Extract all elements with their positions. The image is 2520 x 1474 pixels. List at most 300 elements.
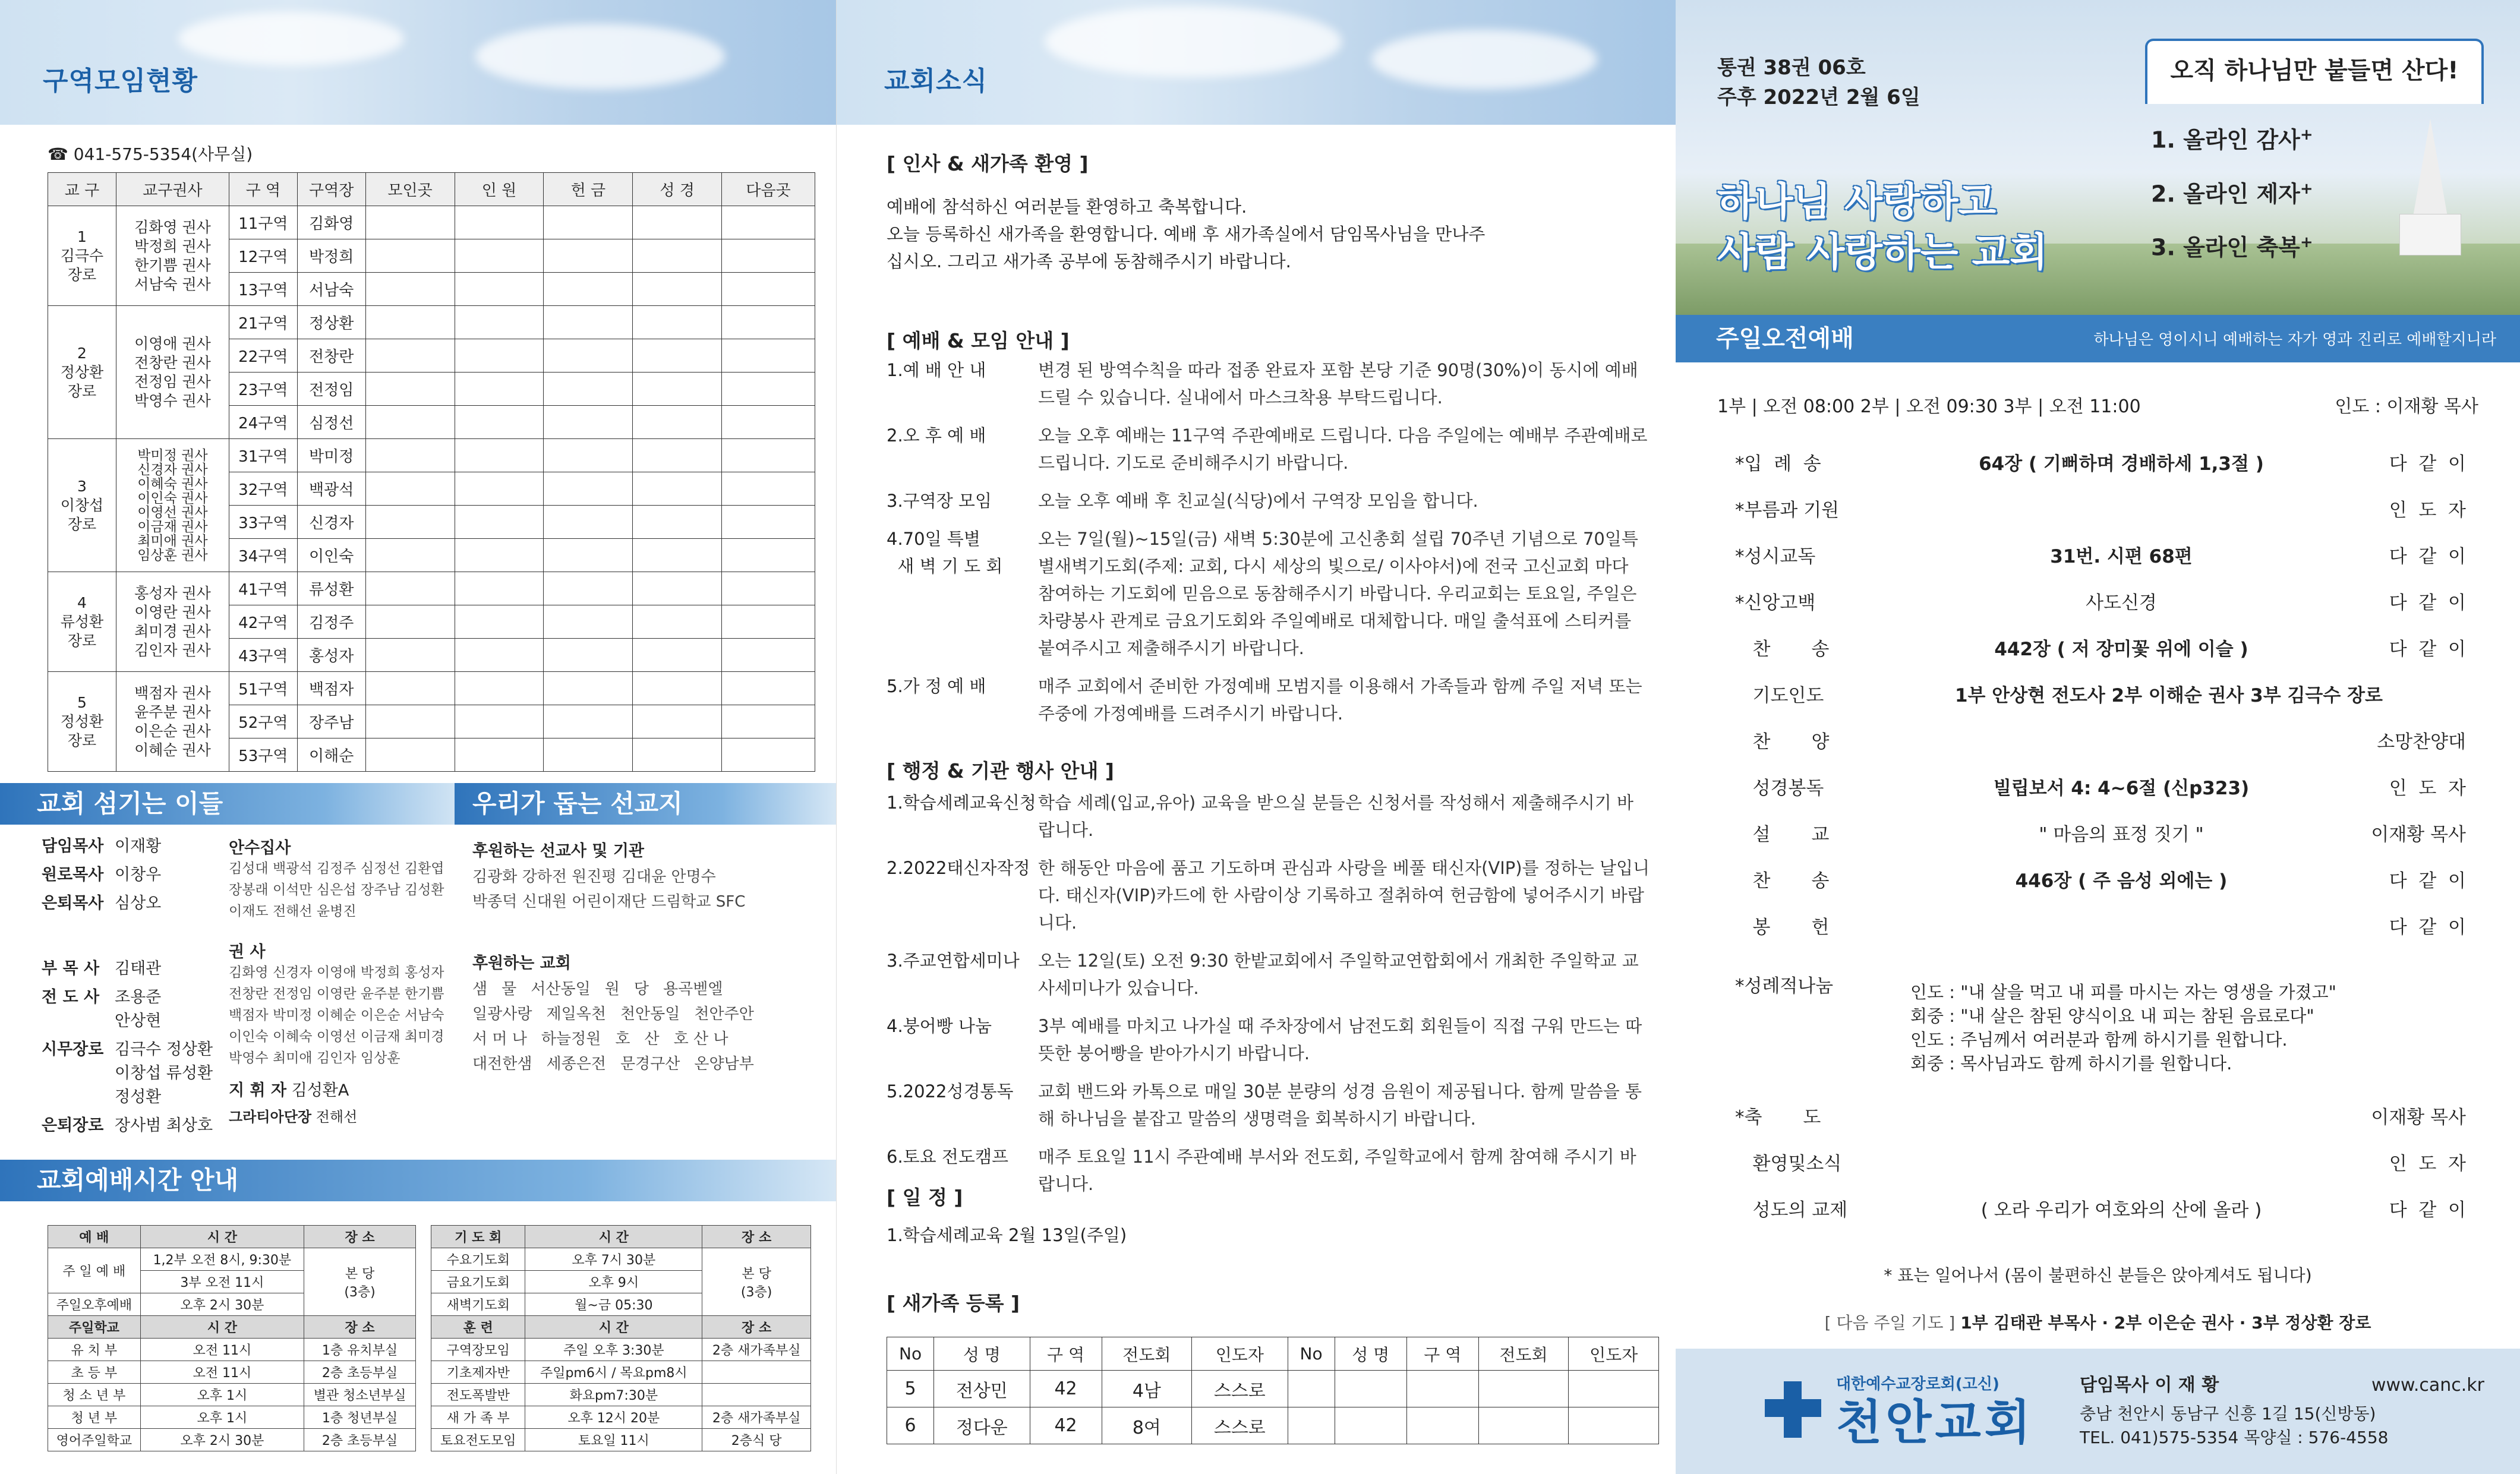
serve-item xyxy=(42,1038,238,1109)
schedule-item: 1.학습세례교육 2월 13일(주일) xyxy=(887,1225,1127,1245)
motto-line2: 사람 사랑하는 교회 xyxy=(1717,229,2048,275)
district-leader: 심정선 xyxy=(297,406,365,439)
district-blank-cell xyxy=(365,239,455,273)
district-blank-cell xyxy=(455,239,544,273)
order-person: 이재황 목사 xyxy=(2371,824,2466,845)
district-blank-cell xyxy=(633,672,722,705)
slogan-text: 1. 올라인 감사 xyxy=(2151,127,2300,153)
website[interactable]: www.canc.kr xyxy=(2371,1375,2484,1396)
parish-members: 이영애 권사 전창란 권사 전정임 권사 박영수 권사 xyxy=(116,306,229,439)
district-number: 31구역 xyxy=(229,439,297,472)
order-content: 442장 ( 저 장미꽃 위에 이슬 ) xyxy=(1994,639,2248,660)
worship-cell: 오후 2시 30분 xyxy=(140,1429,304,1451)
service-times: 1부 | 오전 08:00 2부 | 오전 09:30 3부 | 오전 11:00 xyxy=(1717,396,2141,417)
worship-cell: 오전 11시 xyxy=(140,1361,304,1384)
worship-title: 교회예배시간 안내 xyxy=(0,1160,836,1201)
district-row xyxy=(48,672,815,705)
worship-cell: 기초제자반 xyxy=(431,1361,525,1384)
order-person: 이재황 목사 xyxy=(2371,1107,2466,1128)
worship-header: 주일학교 xyxy=(48,1316,141,1339)
district-header: 교 구 xyxy=(48,173,116,206)
district-row xyxy=(48,306,815,339)
district-leader: 전창란 xyxy=(297,339,365,373)
telephone: TEL. 041)575-5354 목양실 : 576-4558 xyxy=(2080,1428,2389,1447)
worship-cell: 별관 청소년부실 xyxy=(304,1384,416,1406)
communion-line: 회중 : "내 살은 참된 양식이요 내 피는 참된 음료로다" xyxy=(1910,1006,2314,1026)
worship-header: 기 도 회 xyxy=(431,1226,525,1248)
worship-cell: 주 일 예 배 xyxy=(48,1248,141,1293)
gratia-name: 전해선 xyxy=(316,1109,358,1125)
newfamily-cell xyxy=(1478,1371,1569,1407)
notice-item xyxy=(887,947,1659,1002)
newfamily-cell xyxy=(1406,1407,1478,1444)
district-blank-cell xyxy=(544,738,633,772)
parish-elder: 4 류성환 장로 xyxy=(48,572,116,672)
district-blank-cell xyxy=(544,539,633,572)
order-row xyxy=(1735,1102,2466,1144)
communion-text xyxy=(1910,980,2445,1075)
standing-note: * 표는 일어나서 (몸이 불편하신 분들은 앉아계셔도 됩니다) xyxy=(1884,1265,2312,1285)
notice-body: 한 해동안 마음에 품고 기도하며 관심과 사랑을 베풀 태신자(VIP)를 정하는 날입니다. 태신자(VIP)카드에 한 사람이상 기록하고 절취하여 헌금함에 넣어주시기 바랍니다. xyxy=(1038,858,1650,933)
church-row xyxy=(472,1027,829,1052)
church-row xyxy=(472,1052,829,1077)
serve-item xyxy=(42,863,238,887)
worship-header: 시 간 xyxy=(525,1226,702,1248)
newfamily-head xyxy=(887,1337,1659,1371)
address: 충남 천안시 동남구 신흥 1길 15(신방동) xyxy=(2080,1404,2376,1424)
serve-title: 교회 섬기는 이들 xyxy=(0,783,463,825)
district-leader: 류성환 xyxy=(297,572,365,605)
parish-members: 백점자 권사 윤주분 권사 이은순 권사 이혜순 권사 xyxy=(116,672,229,772)
newfamily-header: 성 명 xyxy=(934,1337,1030,1371)
church-name-item: 산 xyxy=(644,1030,660,1048)
district-blank-cell xyxy=(722,672,815,705)
district-blank-cell xyxy=(455,572,544,605)
order-person: 인 도 자 xyxy=(2389,778,2466,799)
worship-cell: 오후 9시 xyxy=(525,1271,702,1293)
order-row xyxy=(1735,634,2466,676)
worship-table-left xyxy=(48,1225,416,1451)
worship-cell: 3부 오전 11시 xyxy=(140,1271,304,1293)
header-sky-2 xyxy=(837,0,1676,125)
notice-item xyxy=(887,487,1659,515)
order-item: 성경봉독 xyxy=(1735,778,1824,799)
parish-elder: 1 김극수 장로 xyxy=(48,206,116,306)
church-name-item: 물 xyxy=(502,980,517,998)
district-blank-cell xyxy=(722,273,815,306)
worship-cell: 새 가 족 부 xyxy=(431,1406,525,1429)
worship-row xyxy=(431,1429,811,1451)
notice-item xyxy=(887,525,1659,662)
worship-row xyxy=(431,1248,811,1271)
order-item: *성시교독 xyxy=(1735,546,1816,567)
order-person: 다 같 이 xyxy=(2389,870,2466,892)
notice-label: 4.70일 특별 새 벽 기 도 회 xyxy=(887,529,1003,576)
district-blank-cell xyxy=(633,705,722,738)
district-blank-cell xyxy=(544,572,633,605)
newfamily-row xyxy=(887,1371,1659,1407)
conductor-name: 김성환A xyxy=(291,1081,349,1100)
district-blank-cell xyxy=(365,206,455,239)
notice-item xyxy=(887,1143,1659,1198)
district-blank-cell xyxy=(455,373,544,406)
serve-item xyxy=(42,1114,238,1138)
newfamily-cell xyxy=(1288,1371,1335,1407)
serve-names: 김태관 xyxy=(115,959,162,978)
worship-cell: 금요기도회 xyxy=(431,1271,525,1293)
service-title: 주일오전예배 xyxy=(1716,325,1854,352)
district-blank-cell xyxy=(544,506,633,539)
district-header: 인 원 xyxy=(455,173,544,206)
worship-row xyxy=(431,1361,811,1384)
district-number: 33구역 xyxy=(229,506,297,539)
district-leader: 신경자 xyxy=(297,506,365,539)
greeting-line: 오늘 등록하신 새가족을 환영합니다. 예배 후 새가족실에서 담임목사님을 만나주 xyxy=(887,224,1485,244)
district-blank-cell xyxy=(544,206,633,239)
slogan-item xyxy=(2151,120,2389,155)
communion-line: 인도 : "내 살을 먹고 내 피를 마시는 자는 영생을 가졌고" xyxy=(1910,982,2336,1002)
newfamily-row xyxy=(887,1407,1659,1444)
order-person: 다 같 이 xyxy=(2389,639,2466,660)
order-item: *축 도 xyxy=(1735,1107,1821,1128)
district-blank-cell xyxy=(722,572,815,605)
worship-cell: 주일오후예배 xyxy=(48,1293,141,1316)
worship-cell: 2층 새가족부실 xyxy=(702,1406,811,1429)
district-blank-cell xyxy=(722,605,815,639)
district-blank-cell xyxy=(633,639,722,672)
worship-cell: 영어주일학교 xyxy=(48,1429,141,1451)
plus-icon: + xyxy=(2300,233,2313,252)
worship-cell: 오후 7시 30분 xyxy=(525,1248,702,1271)
district-blank-cell xyxy=(633,206,722,239)
serve-role: 원로목사 xyxy=(42,866,104,884)
newfamily-cell: 스스로 xyxy=(1192,1371,1288,1407)
district-leader: 김화영 xyxy=(297,206,365,239)
district-leader: 서남숙 xyxy=(297,273,365,306)
serve-item xyxy=(42,892,238,916)
district-blank-cell xyxy=(722,373,815,406)
panel-news xyxy=(836,0,1676,1474)
notice-item xyxy=(887,356,1659,411)
pastor-name: 담임목사 이 재 황 xyxy=(2080,1375,2219,1396)
worship-row xyxy=(48,1384,416,1406)
worship-cell: 청 소 년 부 xyxy=(48,1384,141,1406)
newfamily-cell xyxy=(1335,1371,1406,1407)
district-number: 11구역 xyxy=(229,206,297,239)
district-blank-cell xyxy=(633,539,722,572)
district-title: 구역모임현황 xyxy=(43,66,198,96)
sec-schedule: [ 일 정 ] xyxy=(887,1186,963,1209)
worship-cell: 주일 오후 3:30분 xyxy=(525,1339,702,1361)
order-content: 빌립보서 4: 4~6절 (신p323) xyxy=(1993,778,2250,799)
serve-list xyxy=(42,835,238,1142)
slogan-list xyxy=(2151,113,2389,282)
church-name-item: 제일옥천 xyxy=(546,1005,606,1023)
district-row xyxy=(48,206,815,239)
serve-names: 조용준 안상현 xyxy=(115,988,162,1030)
order-row xyxy=(1735,727,2466,768)
parish-elder: 2 정상환 장로 xyxy=(48,306,116,439)
worship-row xyxy=(48,1429,416,1451)
sec-worship: [ 예배 & 모임 안내 ] xyxy=(887,329,1070,352)
greeting-body xyxy=(887,193,1659,275)
ansu-list: 김성대 백광석 김정주 심정선 김환엽 장봉래 이석만 심은섭 장주남 김성환 이재도 전해선 윤병진 xyxy=(229,861,444,919)
district-blank-cell xyxy=(544,406,633,439)
district-blank-cell xyxy=(544,306,633,339)
church-logo-icon xyxy=(1765,1381,1821,1438)
district-header: 구 역 xyxy=(229,173,297,206)
district-blank-cell xyxy=(633,439,722,472)
conductor-label: 지 휘 자 xyxy=(229,1081,287,1100)
church-name-item: 호 산 나 xyxy=(673,1030,728,1048)
slogan-title: 오직 하나님만 붙들면 산다! xyxy=(2145,39,2484,104)
district-blank-cell xyxy=(544,239,633,273)
order-item: 찬 송 xyxy=(1735,639,1830,660)
order-item: 환영및소식 xyxy=(1735,1153,1842,1175)
notice-label: 5.2022성경통독 xyxy=(887,1081,1014,1101)
newfamily-cell xyxy=(1335,1407,1406,1444)
district-blank-cell xyxy=(365,639,455,672)
church-name-item: 용곡벧엘 xyxy=(663,980,723,998)
district-blank-cell xyxy=(722,206,815,239)
serve-names: 이창우 xyxy=(115,866,162,884)
notice-label: 6.토요 전도캠프 xyxy=(887,1147,1008,1167)
district-number: 23구역 xyxy=(229,373,297,406)
district-blank-cell xyxy=(544,639,633,672)
church-name-item: 원 xyxy=(604,980,620,998)
district-blank-cell xyxy=(722,539,815,572)
newfamily-header: 성 명 xyxy=(1335,1337,1406,1371)
order-row xyxy=(1735,495,2466,536)
notice-label: 5.가 정 예 배 xyxy=(887,676,986,696)
district-blank-cell xyxy=(633,605,722,639)
worship-head-row xyxy=(48,1226,416,1248)
church-name-item: 샘 xyxy=(472,980,488,998)
newfamily-header: 구 역 xyxy=(1030,1337,1102,1371)
volume: 통권 38권 06호 xyxy=(1717,56,1866,80)
district-blank-cell xyxy=(455,406,544,439)
worship-cell: 유 치 부 xyxy=(48,1339,141,1361)
district-leader: 박정희 xyxy=(297,239,365,273)
district-blank-cell xyxy=(544,705,633,738)
worship-table-right xyxy=(431,1225,811,1451)
serve-item xyxy=(42,986,238,1033)
worship-cell: 본 당 (3층) xyxy=(304,1248,416,1316)
worship-cell: 오후 1시 xyxy=(140,1406,304,1429)
serve-role: 담임목사 xyxy=(42,837,104,856)
notice-body: 매주 교회에서 준비한 가정예배 모범지를 이용해서 가족들과 함께 주일 저녁 또는 주중에 가정예배를 드려주시기 바랍니다. xyxy=(1038,676,1642,724)
district-blank-cell xyxy=(455,605,544,639)
worship-cell: 화요pm7:30분 xyxy=(525,1384,702,1406)
order-person: 소망찬양대 xyxy=(2377,731,2466,753)
order-content: 64장 ( 기뻐하며 경배하세 1,3절 ) xyxy=(1979,453,2264,475)
worship-cell: 오후 1시 xyxy=(140,1384,304,1406)
district-blank-cell xyxy=(722,239,815,273)
notice-body: 매주 토요일 11시 주관예배 부서와 전도회, 주일학교에서 함께 참여해 주시기 바랍니다. xyxy=(1038,1147,1636,1194)
ansu-label: 안수집사 xyxy=(229,839,291,857)
newfamily-header: 전도회 xyxy=(1478,1337,1569,1371)
order-item: 기도인도 xyxy=(1735,685,1824,706)
notice-label: 1.학습세례교육신청 xyxy=(887,793,1036,813)
worship-cell: 오전 11시 xyxy=(140,1339,304,1361)
worship-header: 시 간 xyxy=(525,1316,702,1339)
district-number: 41구역 xyxy=(229,572,297,605)
service-band xyxy=(1676,315,2520,362)
order-row xyxy=(1735,588,2466,629)
church-name-item: 하늘정원 xyxy=(541,1030,601,1048)
district-blank-cell xyxy=(633,339,722,373)
district-blank-cell xyxy=(722,306,815,339)
newfamily-header: 인도자 xyxy=(1569,1337,1659,1371)
worship-row xyxy=(48,1406,416,1429)
newfamily-cell xyxy=(1406,1371,1478,1407)
district-table xyxy=(48,172,815,772)
order-content: 사도신경 xyxy=(2086,592,2157,614)
order-row xyxy=(1735,1195,2466,1236)
district-blank-cell xyxy=(455,639,544,672)
order-person: 다 같 이 xyxy=(2389,1200,2466,1221)
district-blank-cell xyxy=(722,339,815,373)
slogan-text: 2. 올라인 제자 xyxy=(2151,181,2300,207)
notice-body: 오늘 오후 예배 후 친교실(식당)에서 구역장 모임을 합니다. xyxy=(1038,491,1478,511)
worship-header: 시 간 xyxy=(140,1226,304,1248)
church-name-item: 호 xyxy=(615,1030,630,1048)
order-item: 봉 헌 xyxy=(1735,917,1830,938)
newfamily-header: 전도회 xyxy=(1102,1337,1192,1371)
notice-item xyxy=(887,422,1659,476)
order-content: " 마음의 표정 짓기 " xyxy=(2039,824,2204,845)
district-blank-cell xyxy=(455,273,544,306)
district-blank-cell xyxy=(544,373,633,406)
district-blank-cell xyxy=(633,273,722,306)
worship-header: 훈 련 xyxy=(431,1316,525,1339)
newfamily-header: 구 역 xyxy=(1406,1337,1478,1371)
district-blank-cell xyxy=(455,705,544,738)
district-header: 모인곳 xyxy=(365,173,455,206)
church-name-item: 세종은전 xyxy=(546,1055,606,1073)
church-name: 천안교회 xyxy=(1836,1395,2035,1450)
notice-label: 3.구역장 모임 xyxy=(887,491,992,511)
district-row xyxy=(48,572,815,605)
district-leader: 백광석 xyxy=(297,472,365,506)
order-content: 446장 ( 주 음성 외에는 ) xyxy=(2015,870,2228,892)
serve-names: 심상오 xyxy=(115,894,162,913)
worship-cell: 전도폭발반 xyxy=(431,1384,525,1406)
church-name-item: 문경구산 xyxy=(620,1055,680,1073)
district-blank-cell xyxy=(722,472,815,506)
district-leader: 정상환 xyxy=(297,306,365,339)
church-row xyxy=(472,1002,829,1027)
church-steeple-icon xyxy=(2412,119,2448,220)
newfamily-cell xyxy=(1569,1407,1659,1444)
church-name-item: 서 머 나 xyxy=(472,1030,527,1048)
district-blank-cell xyxy=(365,672,455,705)
worship-cell: 1층 청년부실 xyxy=(304,1406,416,1429)
church-name-item: 일광사랑 xyxy=(472,1005,532,1023)
district-leader: 홍성자 xyxy=(297,639,365,672)
serve-role: 은퇴목사 xyxy=(42,894,104,913)
district-leader: 박미정 xyxy=(297,439,365,472)
order-content: 31번. 시편 68편 xyxy=(2050,546,2193,567)
motto-line1: 하나님 사랑하고 xyxy=(1717,179,1997,225)
church-name-item: 서산동일 xyxy=(531,980,591,998)
news-title: 교회소식 xyxy=(884,66,988,96)
district-blank-cell xyxy=(633,239,722,273)
worship-header: 장 소 xyxy=(304,1226,416,1248)
issue-date: 주후 2022년 2월 6일 xyxy=(1717,86,1920,109)
order-row xyxy=(1735,866,2466,907)
worship-row xyxy=(431,1406,811,1429)
district-blank-cell xyxy=(365,339,455,373)
district-blank-cell xyxy=(633,373,722,406)
order-person: 인 도 자 xyxy=(2389,1153,2466,1175)
church-name-item: 천안동일 xyxy=(620,1005,680,1023)
worship-cell: 초 등 부 xyxy=(48,1361,141,1384)
slogan-text: 3. 올라인 축복 xyxy=(2151,234,2300,261)
newfamily-cell: 전상민 xyxy=(934,1371,1030,1407)
worship-cell: 새벽기도회 xyxy=(431,1293,525,1316)
newfamily-cell: 4남 xyxy=(1102,1371,1192,1407)
worship-head-row xyxy=(48,1316,416,1339)
mission-title: 우리가 돕는 선교지 xyxy=(455,783,836,825)
service-leader: 인도 : 이재황 목사 xyxy=(2335,396,2478,417)
worship-cell: 2층 초등부실 xyxy=(304,1361,416,1384)
serve-item xyxy=(42,957,238,981)
parish-members: 박미정 권사 신경자 권사 이혜숙 권사 이인숙 권사 이영선 권사 이금재 권사 최미애 권사 임상훈 권사 xyxy=(116,439,229,572)
district-number: 22구역 xyxy=(229,339,297,373)
worship-cell: 오후 2시 30분 xyxy=(140,1293,304,1316)
parish-elder: 5 정성환 장로 xyxy=(48,672,116,772)
district-number: 12구역 xyxy=(229,239,297,273)
newfamily-header: 인도자 xyxy=(1192,1337,1288,1371)
district-blank-cell xyxy=(365,273,455,306)
order-row xyxy=(1735,912,2466,954)
worship-cell: 2층 초등부실 xyxy=(304,1429,416,1451)
order-item: 설 교 xyxy=(1735,824,1830,845)
district-number: 32구역 xyxy=(229,472,297,506)
district-blank-cell xyxy=(633,738,722,772)
serve-names: 이재황 xyxy=(115,837,162,856)
district-blank-cell xyxy=(455,206,544,239)
district-leader: 이인숙 xyxy=(297,539,365,572)
newfamily-cell: 정다운 xyxy=(934,1407,1030,1444)
notice-label: 4.붕어빵 나눔 xyxy=(887,1016,992,1036)
notice-label: 3.주교연합세미나 xyxy=(887,951,1020,971)
parish-members: 김화영 권사 박정희 권사 한기쁨 권사 서남숙 권사 xyxy=(116,206,229,306)
worship-row xyxy=(48,1248,416,1271)
district-blank-cell xyxy=(544,339,633,373)
district-blank-cell xyxy=(544,672,633,705)
worship-cell: 수요기도회 xyxy=(431,1248,525,1271)
district-header: 교구권사 xyxy=(116,173,229,206)
district-blank-cell xyxy=(722,639,815,672)
parish-elder: 3 이창섭 장로 xyxy=(48,439,116,572)
district-blank-cell xyxy=(722,738,815,772)
order-item: 찬 송 xyxy=(1735,870,1830,892)
district-blank-cell xyxy=(455,439,544,472)
serve-role: 시무장로 xyxy=(42,1040,104,1059)
order-row xyxy=(1735,541,2466,583)
district-blank-cell xyxy=(544,439,633,472)
worship-cell: 청 년 부 xyxy=(48,1406,141,1429)
notice-label: 1.예 배 안 내 xyxy=(887,360,986,380)
district-number: 34구역 xyxy=(229,539,297,572)
gwonsa-list: 김화영 신경자 이영애 박정희 홍성자 전창란 전정임 이영란 윤주분 한기쁨 백점자 박미정 이혜순 이은순 서남숙 이인숙 이혜숙 이영선 이금재 최미경 박영수 최미애 김인자 임상훈 xyxy=(229,965,444,1066)
denomination: 대한예수교장로회(고신) xyxy=(1836,1375,1999,1393)
church-name-item: 당 xyxy=(633,980,649,998)
communion-line: 인도 : 주님께서 여러분과 함께 하시기를 원합니다. xyxy=(1910,1030,2288,1050)
district-header: 헌 금 xyxy=(544,173,633,206)
